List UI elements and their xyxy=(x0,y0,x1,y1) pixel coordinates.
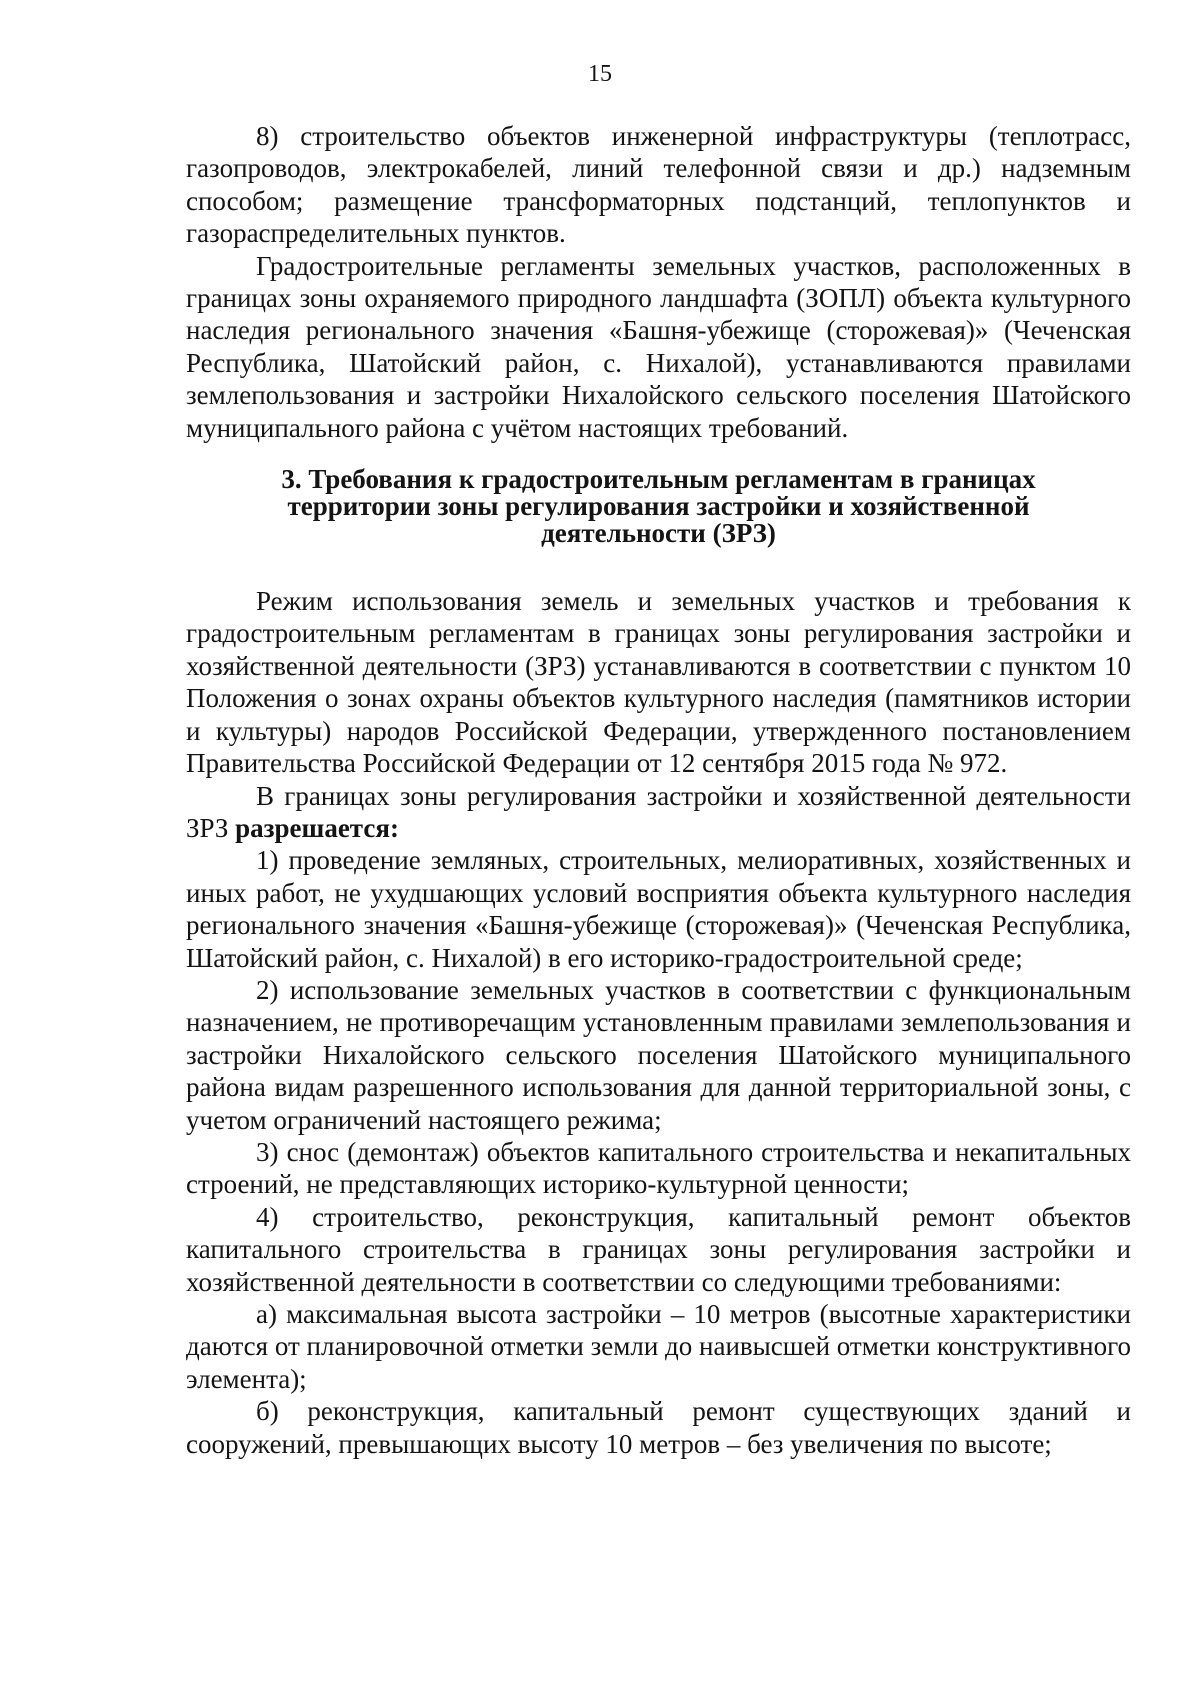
allowed-intro-text: В границах зоны регулирования застройки и хозяйственной деятельности ЗРЗ xyxy=(186,780,1131,843)
list-item-2: 2) использование земельных участков в соответствии с функциональным назначением, не противоречащим установленным правилами землепользования и застройки Нихалойского сельского поселения Шатойского муниципального района видам разрешенного использования для данной территориальной зоны, с учетом ограничений настоящего режима; xyxy=(186,974,1131,1135)
paragraph-allowed-intro xyxy=(186,780,1131,845)
list-item-4: 4) строительство, реконструкция, капитальный ремонт объектов капитального строительства в границах зоны регулирования застройки и хозяйственной деятельности в соответствии со следующими требованиями: xyxy=(186,1201,1131,1297)
section-heading xyxy=(186,466,1131,547)
page-number: 15 xyxy=(588,61,612,87)
list-item-1: 1) проведение земляных, строительных, мелиоративных, хозяйственных и иных работ, не ухудшающих условий восприятия объекта культурного наследия регионального значения «Башня-убежище (сторожевая)» (Чеченская Республика, Шатойский район, с. Нихалой) в его историко-градостроительной среде; xyxy=(186,845,1131,973)
section-heading-line-1: 3. Требования к градостроительным регламентам в границах xyxy=(281,464,1036,495)
document-body xyxy=(186,120,1131,1460)
paragraph-infrastructure: 8) строительство объектов инженерной инфраструктуры (теплотрасс, газопроводов, электрокабелей, линий телефонной связи и др.) надземным способом; размещение трансформаторных подстанций, теплопунктов и газораспределительных пунктов. xyxy=(186,121,1131,249)
paragraph-zopl-regulations: Градостроительные регламенты земельных участков, расположенных в границах зоны охраняемого природного ландшафта (ЗОПЛ) объекта культурного наследия регионального значения «Башня-убежище (сторожевая)» (Чеченская Республика, Шатойский район, с. Нихалой), устанавливаются правилами землепользования и застройки Нихалойского сельского поселения Шатойского муниципального района с учётом настоящих требований. xyxy=(186,250,1131,443)
paragraph-regime: Режим использования земель и земельных участков и требования к градостроительным регламентам в границах зоны регулирования застройки и хозяйственной деятельности (ЗРЗ) устанавливаются в соответствии с пунктом 10 Положения о зонах охраны объектов культурного наследия (памятников истории и культуры) народов Российской Федерации, утвержденного постановлением Правительства Российской Федерации от 12 сентября 2015 года № 972. xyxy=(186,586,1131,779)
section-heading-line-2: территории зоны регулирования застройки и хозяйственной xyxy=(287,491,1030,522)
section-heading-line-3: деятельности (ЗРЗ) xyxy=(541,518,776,549)
list-item-3: 3) снос (демонтаж) объектов капитального строительства и некапитальных строений, не представляющих историко-культурной ценности; xyxy=(186,1136,1131,1200)
list-item-4a: а) максимальная высота застройки – 10 метров (высотные характеристики даются от планировочной отметки земли до наивысшей отметки конструктивного элемента); xyxy=(186,1299,1131,1394)
list-item-4b: б) реконструкция, капитальный ремонт существующих зданий и сооружений, превышающих высоту 10 метров – без увеличения по высоте; xyxy=(186,1396,1131,1459)
allowed-intro-bold: разрешается: xyxy=(235,812,399,843)
